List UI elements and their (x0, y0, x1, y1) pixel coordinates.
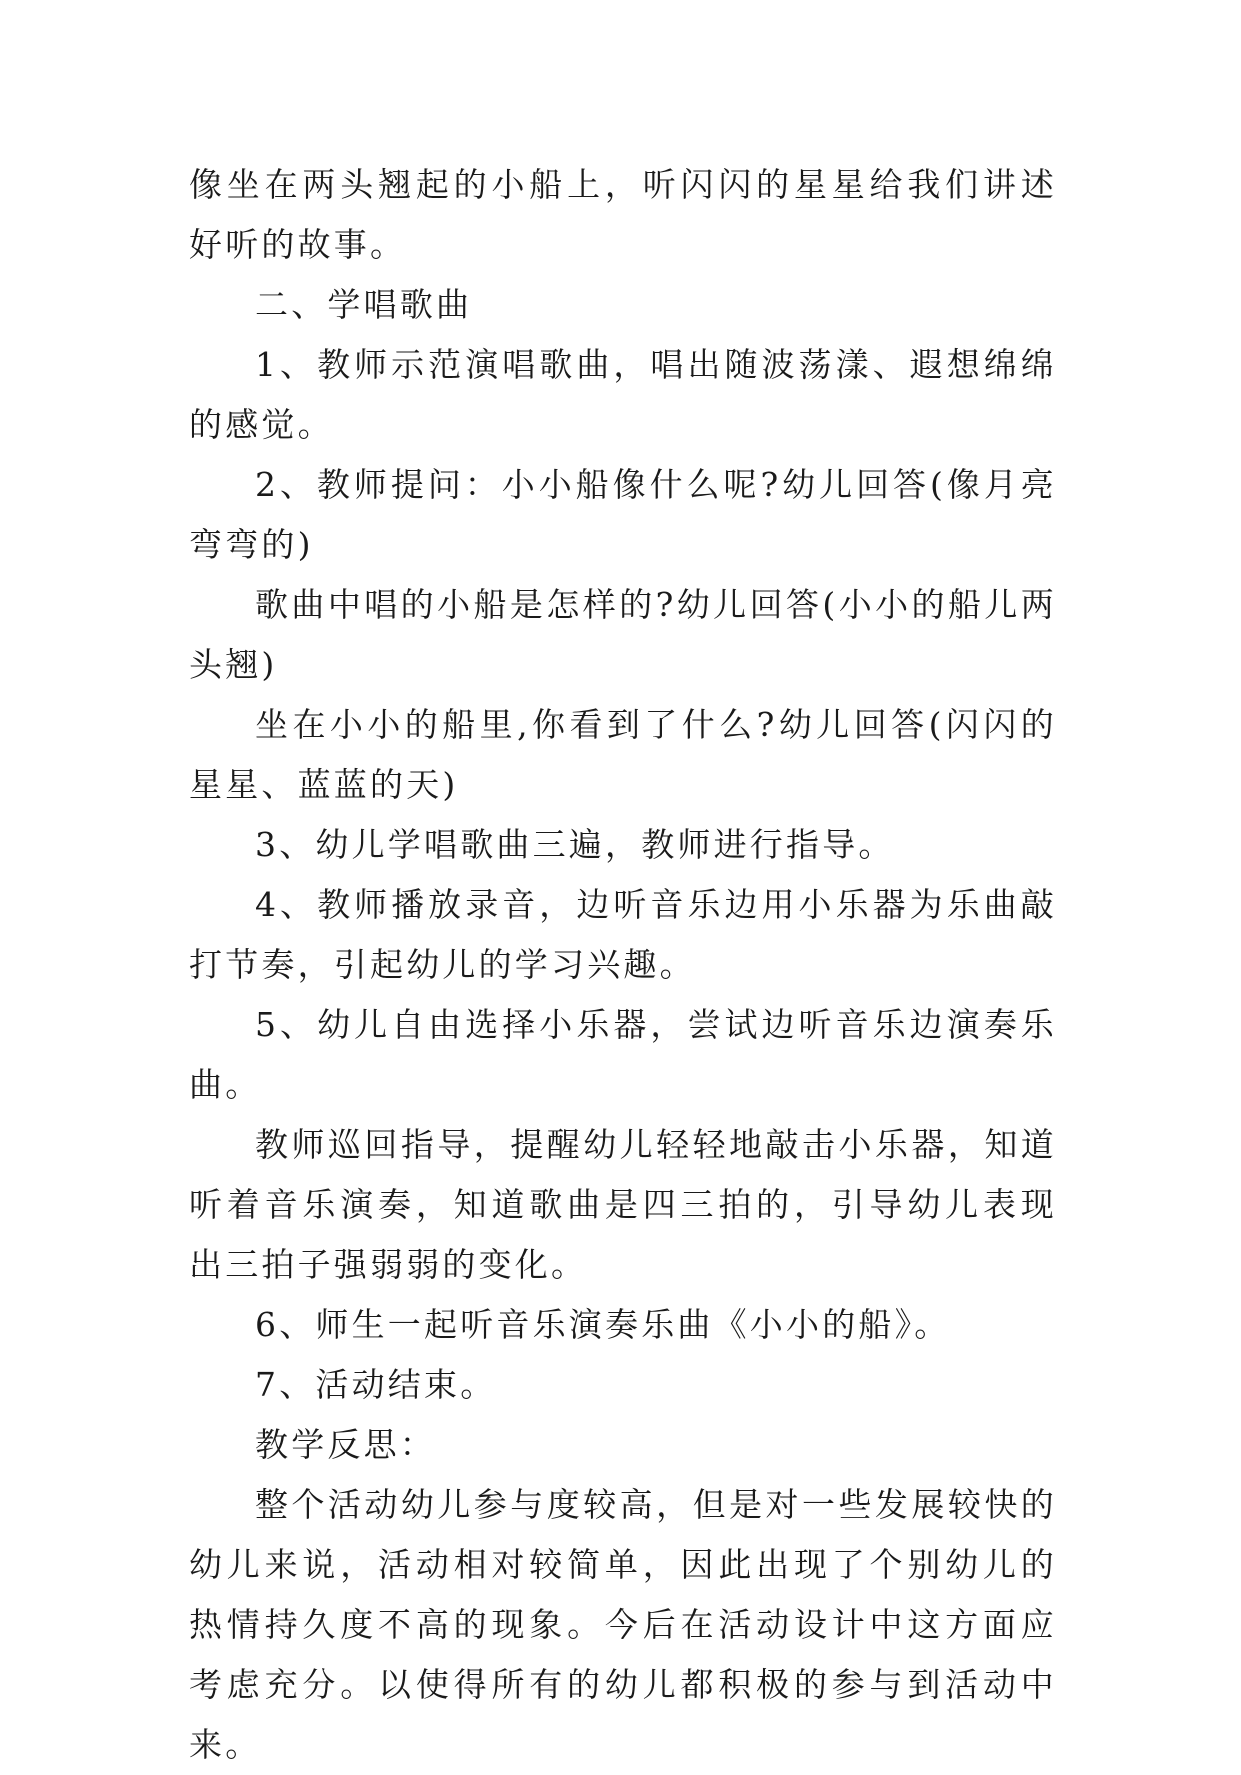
teacher-guidance: 教师巡回指导，提醒幼儿轻轻地敲击小乐器，知道听着音乐演奏，知道歌曲是四三拍的，引导幼儿表现出三拍子强弱弱的变化。 (189, 1125, 1057, 1284)
document-body (189, 155, 1057, 1775)
section-heading-learn-song: 二、学唱歌曲 (255, 285, 473, 324)
step-2-teacher-question: 2、教师提问：小小船像什么呢?幼儿回答(像月亮弯弯的) (189, 465, 1057, 564)
step-3-learn-singing: 3、幼儿学唱歌曲三遍，教师进行指导。 (255, 825, 895, 864)
question-what-you-see: 坐在小小的船里,你看到了什么?幼儿回答(闪闪的星星、蓝蓝的天) (189, 705, 1057, 804)
step-4-play-recording: 4、教师播放录音，边听音乐边用小乐器为乐曲敲打节奏，引起幼儿的学习兴趣。 (189, 885, 1057, 984)
reflection-heading: 教学反思： (255, 1425, 436, 1464)
question-boat-shape: 歌曲中唱的小船是怎样的?幼儿回答(小小的船儿两头翘) (189, 585, 1057, 684)
paragraph-story-continuation: 像坐在两头翘起的小船上，听闪闪的星星给我们讲述好听的故事。 (189, 165, 1057, 264)
reflection-body: 整个活动幼儿参与度较高，但是对一些发展较快的幼儿来说，活动相对较简单，因此出现了个别幼儿的热情持久度不高的现象。今后在活动设计中这方面应考虑充分。以使得所有的幼儿都积极的参与到活动中来。 (189, 1485, 1057, 1764)
step-5-choose-instruments: 5、幼儿自由选择小乐器，尝试边听音乐边演奏乐曲。 (189, 1005, 1057, 1104)
step-7-end-activity: 7、活动结束。 (255, 1365, 497, 1404)
step-6-perform-together: 6、师生一起听音乐演奏乐曲《小小的船》。 (255, 1305, 951, 1344)
step-1-teacher-demo: 1、教师示范演唱歌曲，唱出随波荡漾、遐想绵绵的感觉。 (189, 345, 1057, 444)
